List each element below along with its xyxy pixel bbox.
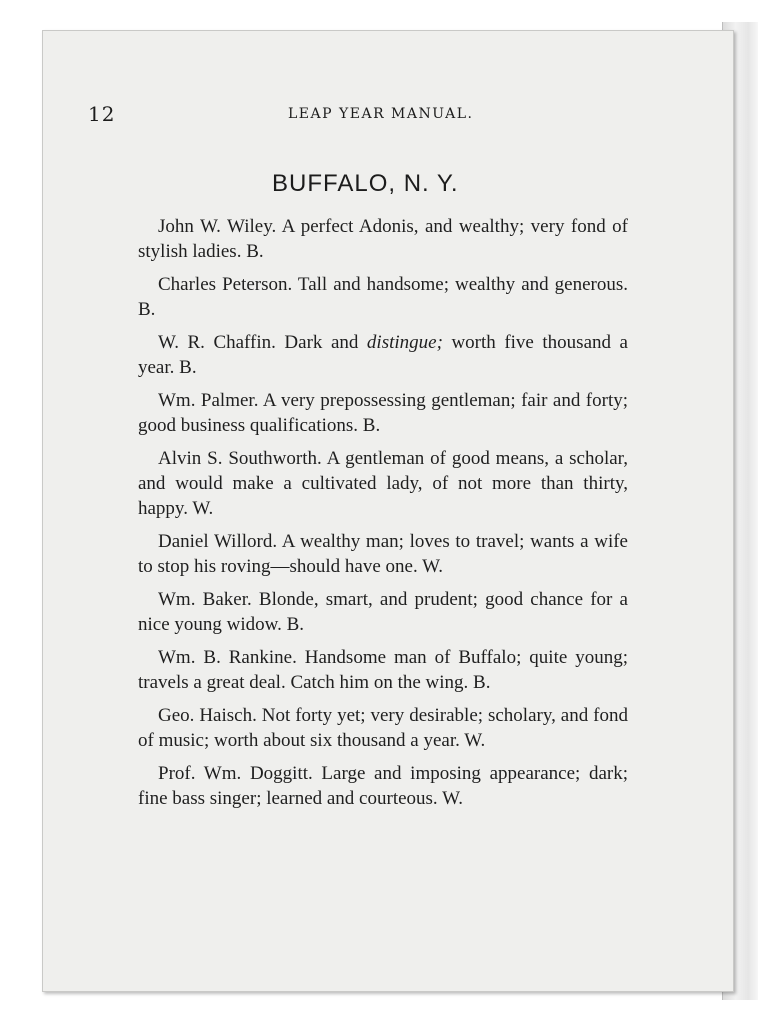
- entry-italic-text: distingue;: [366, 332, 443, 353]
- section-title: BUFFALO, N. Y.: [272, 170, 459, 197]
- entry-text: Geo. Haisch. Not forty yet; very desirable; scholary, and fond of music; worth about six thousand a year. W.: [138, 705, 628, 751]
- entry-john-w-wiley: [138, 214, 628, 264]
- entry-list: [138, 214, 628, 819]
- entry-wm-baker: [138, 587, 628, 637]
- entry-text: W. R. Chaffin. Dark and: [158, 332, 367, 353]
- entry-charles-peterson: [138, 272, 628, 322]
- entry-w-r-chaffin: [138, 330, 628, 380]
- entry-text: Charles Peterson. Tall and handsome; wealthy and generous. B.: [138, 274, 628, 320]
- entry-prof-wm-doggitt: [138, 761, 628, 811]
- entry-alvin-s-southworth: [138, 446, 628, 521]
- entry-wm-b-rankine: [138, 645, 628, 695]
- entry-text: Prof. Wm. Doggitt. Large and imposing appearance; dark; fine bass singer; learned and courteous. W.: [138, 763, 628, 809]
- page-header: [88, 100, 648, 136]
- entry-daniel-willord: [138, 529, 628, 579]
- entry-text: Wm. Palmer. A very prepossessing gentleman; fair and forty; good business qualifications. B.: [138, 390, 628, 436]
- entry-wm-palmer: [138, 388, 628, 438]
- entry-text: Wm. Baker. Blonde, smart, and prudent; good chance for a nice young widow. B.: [138, 589, 628, 635]
- entry-text: Daniel Willord. A wealthy man; loves to travel; wants a wife to stop his roving—should have one. W.: [138, 531, 628, 577]
- entry-text: Alvin S. Southworth. A gentleman of good means, a scholar, and would make a cultivated lady, of not more than thirty, happy. W.: [138, 448, 628, 519]
- running-head: LEAP YEAR MANUAL.: [288, 106, 474, 122]
- entry-text: John W. Wiley. A perfect Adonis, and wealthy; very fond of stylish ladies. B.: [138, 216, 628, 262]
- page-number: 12: [88, 102, 116, 126]
- entry-text-continued: worth five thousand a year. B.: [138, 332, 628, 378]
- entry-geo-haisch: [138, 703, 628, 753]
- entry-text: Wm. B. Rankine. Handsome man of Buffalo; quite young; travels a great deal. Catch him on the wing. B.: [138, 647, 628, 693]
